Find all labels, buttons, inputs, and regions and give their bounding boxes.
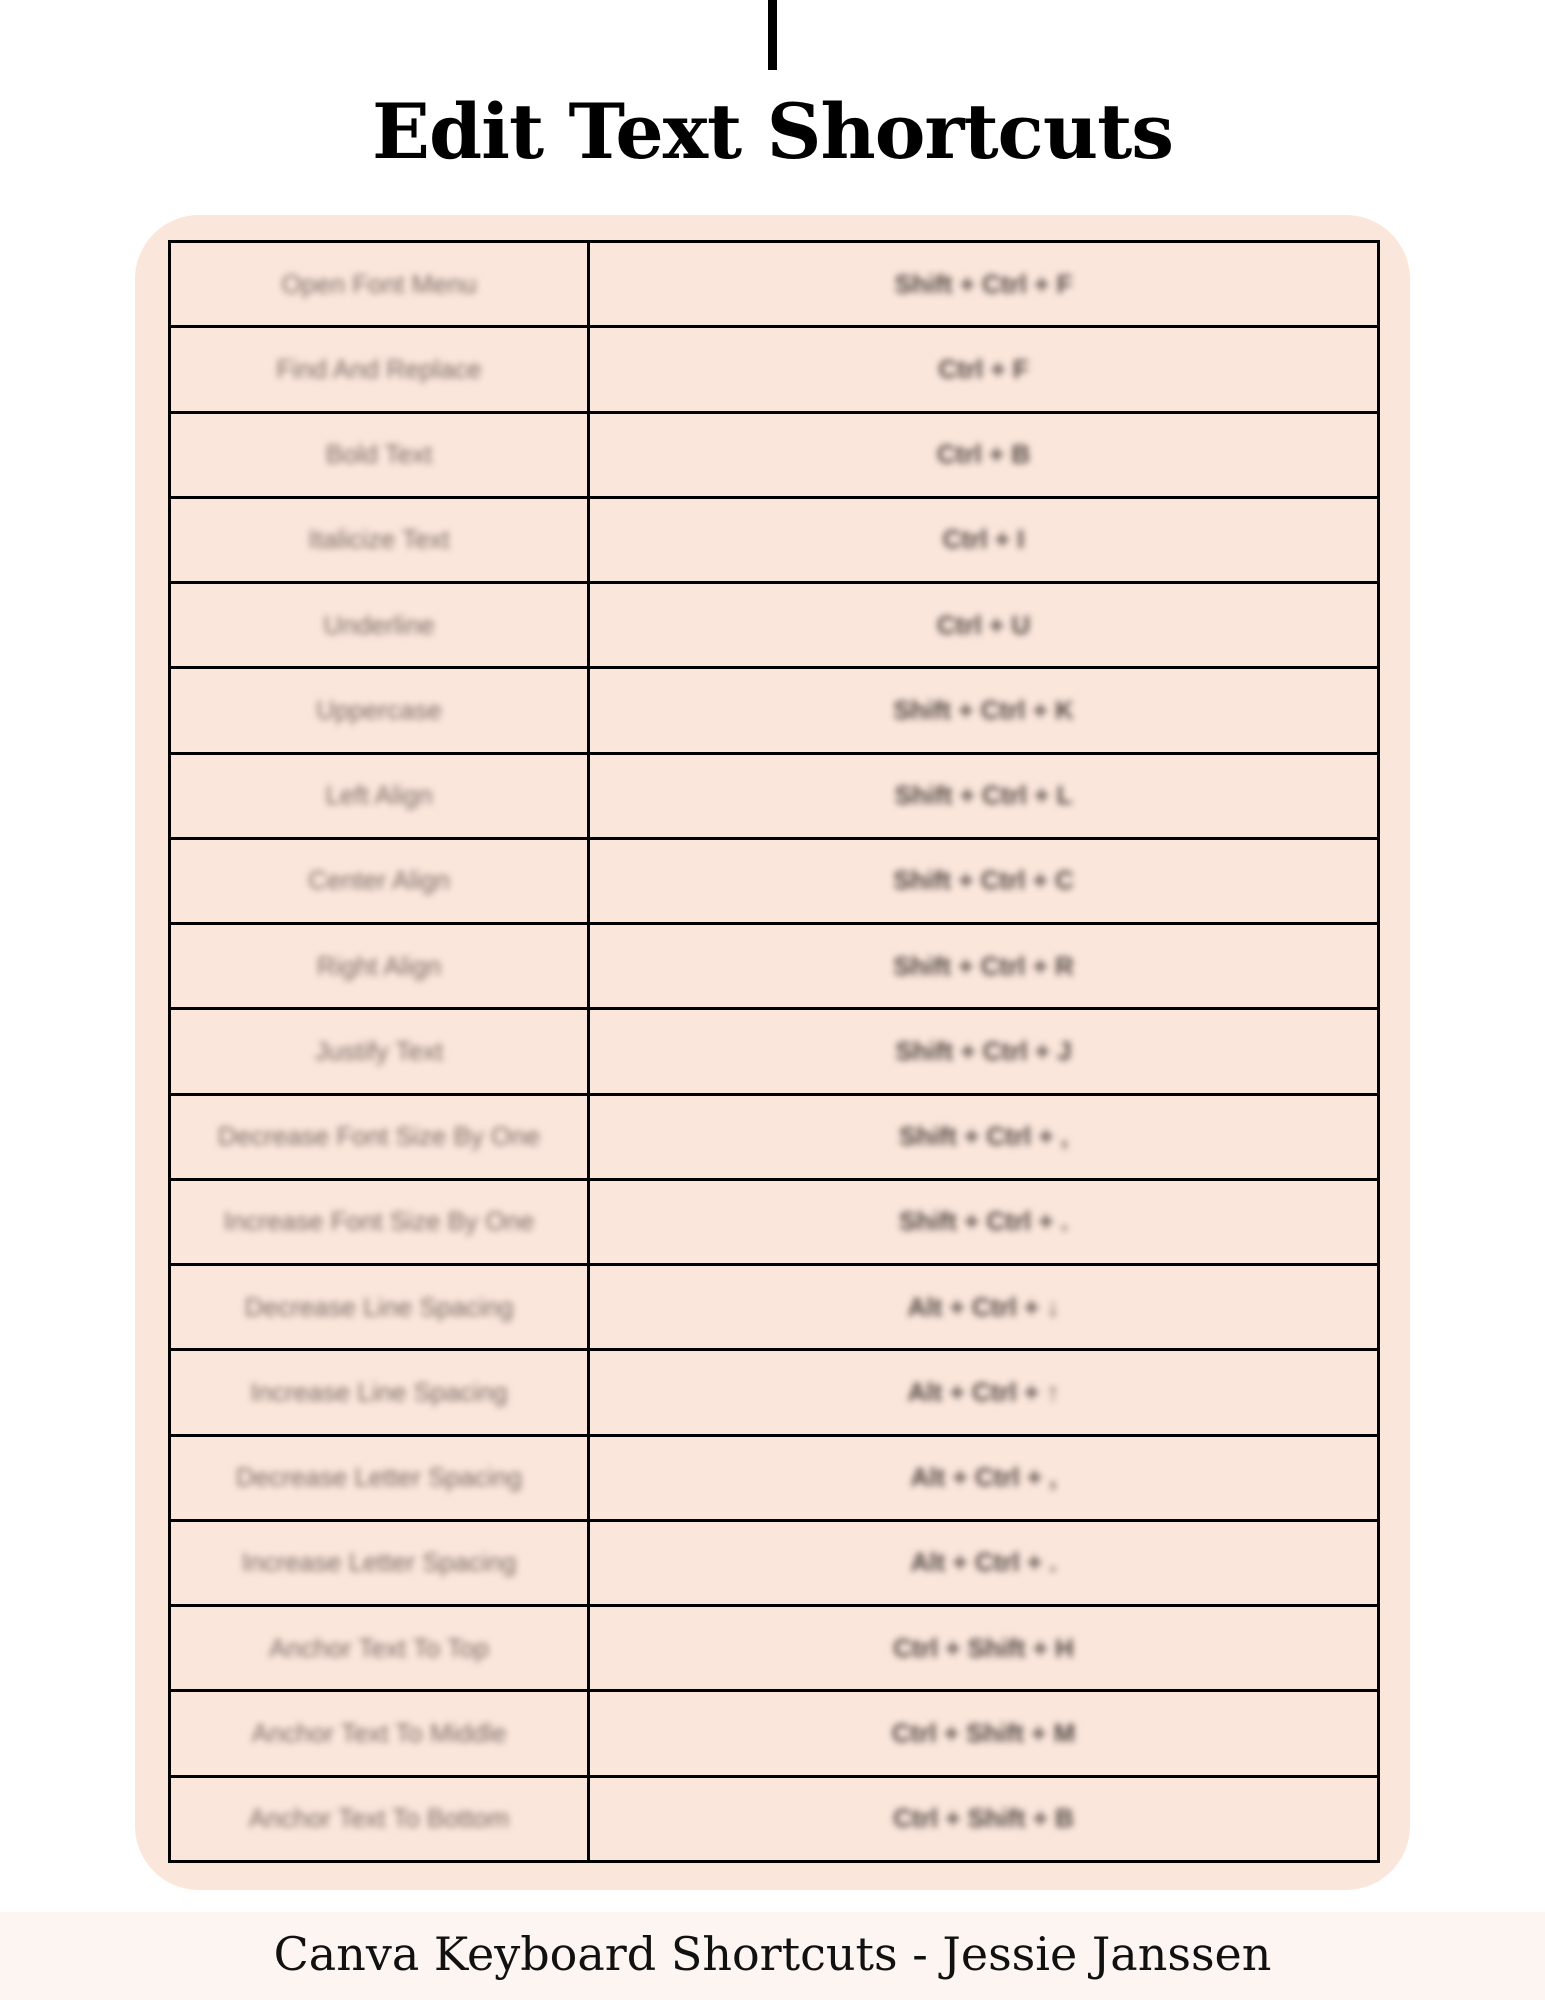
shortcut-keys: Ctrl + Shift + M [589, 1691, 1379, 1776]
table-row [170, 1691, 1379, 1776]
shortcut-keys: Shift + Ctrl + C [589, 838, 1379, 923]
table-row [170, 497, 1379, 582]
table-row [170, 668, 1379, 753]
shortcut-action: Underline [170, 583, 589, 668]
shortcut-keys: Ctrl + B [589, 412, 1379, 497]
table-row [170, 1179, 1379, 1264]
table-row [170, 1009, 1379, 1094]
shortcut-action: Italicize Text [170, 497, 589, 582]
table-row [170, 1776, 1379, 1862]
shortcut-action: Center Align [170, 838, 589, 923]
table-row [170, 583, 1379, 668]
shortcut-keys: Ctrl + I [589, 497, 1379, 582]
table-row [170, 242, 1379, 327]
shortcut-keys: Shift + Ctrl + K [589, 668, 1379, 753]
shortcut-keys: Shift + Ctrl + L [589, 753, 1379, 838]
shortcuts-table-body [170, 242, 1379, 1862]
shortcut-action: Decrease Line Spacing [170, 1265, 589, 1350]
shortcut-action: Uppercase [170, 668, 589, 753]
shortcut-action: Increase Letter Spacing [170, 1520, 589, 1605]
shortcut-keys: Shift + Ctrl + R [589, 924, 1379, 1009]
shortcut-keys: Shift + Ctrl + F [589, 242, 1379, 327]
table-row [170, 327, 1379, 412]
shortcut-action: Decrease Font Size By One [170, 1094, 589, 1179]
shortcut-action: Justify Text [170, 1009, 589, 1094]
shortcut-keys: Shift + Ctrl + J [589, 1009, 1379, 1094]
top-divider-line [768, 0, 777, 70]
shortcuts-table [168, 240, 1380, 1863]
shortcut-action: Increase Line Spacing [170, 1350, 589, 1435]
shortcut-action: Decrease Letter Spacing [170, 1435, 589, 1520]
shortcut-action: Open Font Menu [170, 242, 589, 327]
shortcut-action: Increase Font Size By One [170, 1179, 589, 1264]
table-row [170, 753, 1379, 838]
shortcut-keys: Ctrl + Shift + H [589, 1606, 1379, 1691]
footer-caption: Canva Keyboard Shortcuts - Jessie Janssen [273, 1927, 1272, 1981]
shortcut-action: Bold Text [170, 412, 589, 497]
shortcut-keys: Ctrl + Shift + B [589, 1776, 1379, 1862]
page-title: Edit Text Shortcuts [372, 87, 1173, 176]
shortcut-keys: Ctrl + F [589, 327, 1379, 412]
shortcut-keys: Alt + Ctrl + ↓ [589, 1265, 1379, 1350]
shortcut-keys: Alt + Ctrl + ↑ [589, 1350, 1379, 1435]
shortcut-action: Anchor Text To Middle [170, 1691, 589, 1776]
shortcut-action: Right Align [170, 924, 589, 1009]
shortcut-keys: Alt + Ctrl + , [589, 1435, 1379, 1520]
table-row [170, 1435, 1379, 1520]
table-row [170, 1265, 1379, 1350]
shortcut-action: Anchor Text To Bottom [170, 1776, 589, 1862]
table-row [170, 412, 1379, 497]
shortcut-action: Left Align [170, 753, 589, 838]
table-row [170, 1520, 1379, 1605]
table-row [170, 1094, 1379, 1179]
table-row [170, 1350, 1379, 1435]
shortcut-keys: Ctrl + U [589, 583, 1379, 668]
table-row [170, 1606, 1379, 1691]
table-row [170, 924, 1379, 1009]
shortcut-keys: Shift + Ctrl + . [589, 1179, 1379, 1264]
shortcut-action: Anchor Text To Top [170, 1606, 589, 1691]
shortcut-keys: Shift + Ctrl + , [589, 1094, 1379, 1179]
shortcut-action: Find And Replace [170, 327, 589, 412]
table-row [170, 838, 1379, 923]
shortcut-keys: Alt + Ctrl + . [589, 1520, 1379, 1605]
